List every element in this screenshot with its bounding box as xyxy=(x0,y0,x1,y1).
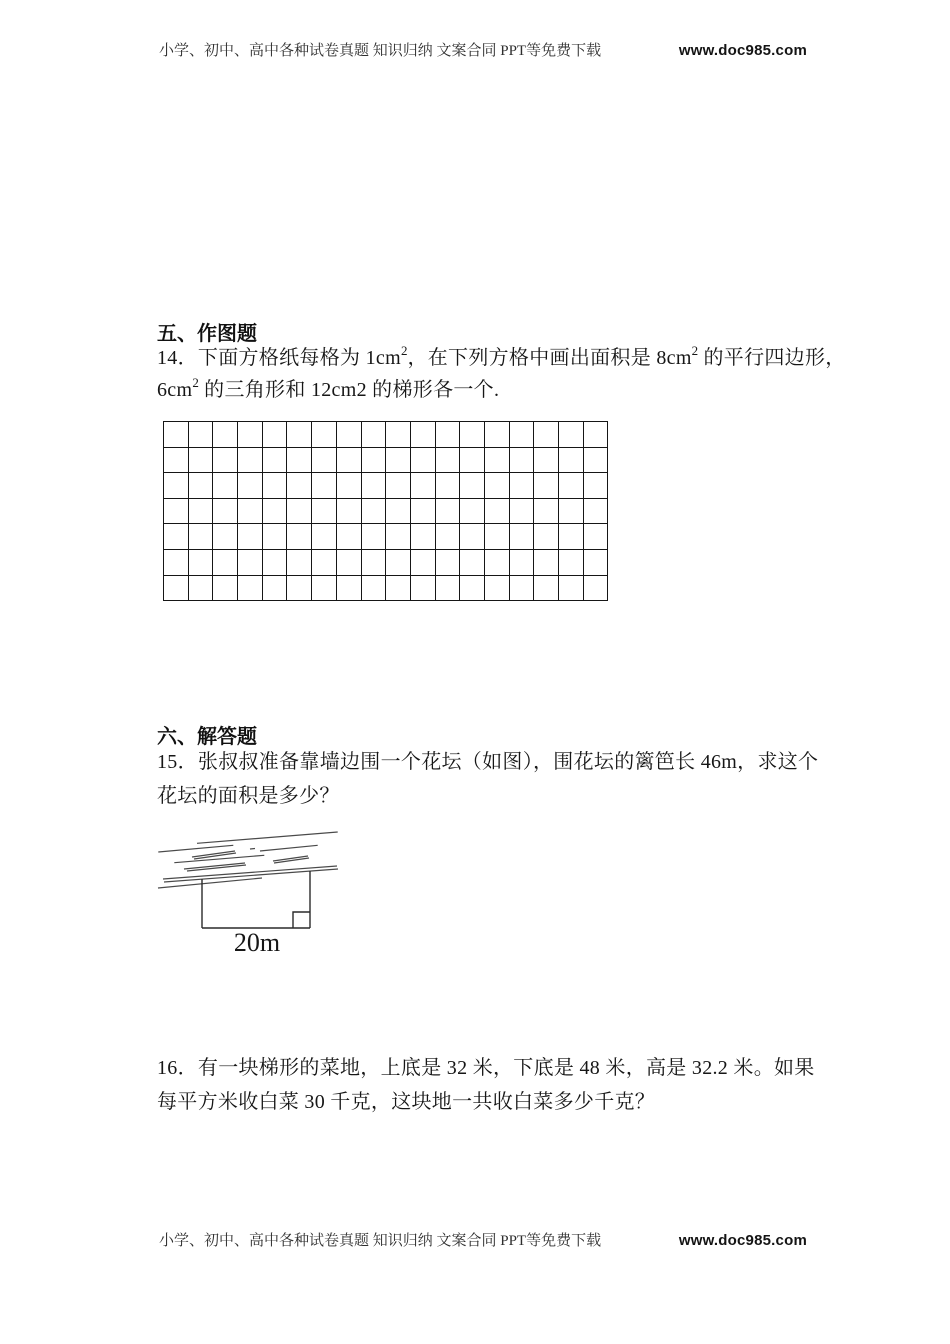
grid-cell xyxy=(238,422,263,448)
grid-cell xyxy=(435,422,460,448)
grid-cell xyxy=(435,498,460,524)
problem14-text-a: 14．下面方格纸每格为 1cm xyxy=(157,347,401,369)
grid-cell xyxy=(583,524,608,550)
grid-cell xyxy=(164,549,189,575)
grid-cell xyxy=(361,473,386,499)
grid-cell xyxy=(336,498,361,524)
footer-site-text: www.doc985.com xyxy=(678,1232,807,1249)
section6-heading: 六、解答题 xyxy=(157,726,257,748)
grid-cell xyxy=(435,549,460,575)
grid-cell xyxy=(534,473,559,499)
grid-cell xyxy=(534,447,559,473)
grid-cell xyxy=(164,447,189,473)
grid-cell xyxy=(312,524,337,550)
grid-cell xyxy=(213,549,238,575)
grid-cell xyxy=(287,549,312,575)
grid-cell xyxy=(262,498,287,524)
page-header xyxy=(159,42,807,60)
grid-cell xyxy=(583,549,608,575)
footer-text: 小学、初中、高中各种试卷真题 知识归纳 文案合同 PPT等免费下载 xyxy=(159,1233,602,1249)
grid-cell xyxy=(287,473,312,499)
grid-cell xyxy=(336,447,361,473)
grid-cell xyxy=(534,575,559,601)
grid-cell xyxy=(410,498,435,524)
grid-cell xyxy=(583,498,608,524)
problem15-line2: 花坛的面积是多少？ xyxy=(157,785,340,807)
grid-cell xyxy=(188,422,213,448)
grid-cell xyxy=(287,498,312,524)
grid-cell xyxy=(238,575,263,601)
grid-cell xyxy=(484,524,509,550)
grid-cell xyxy=(312,549,337,575)
grid-cell xyxy=(188,524,213,550)
grid-cell xyxy=(410,422,435,448)
grid-cell xyxy=(262,575,287,601)
grid-cell xyxy=(509,524,534,550)
grid-cell xyxy=(410,575,435,601)
grid-cell xyxy=(583,473,608,499)
grid-cell xyxy=(238,473,263,499)
problem15-figure xyxy=(145,825,355,965)
grid-cell xyxy=(287,524,312,550)
grid-cell xyxy=(312,422,337,448)
grid-cell xyxy=(559,575,584,601)
superscript-2: 2 xyxy=(192,375,199,391)
grid-cell xyxy=(484,422,509,448)
grid-cell xyxy=(559,524,584,550)
superscript-2: 2 xyxy=(691,343,699,359)
problem14-line2 xyxy=(157,375,500,402)
problem14-text-d: 6cm xyxy=(157,379,193,401)
grid-cell xyxy=(559,498,584,524)
section5-heading: 五、作图题 xyxy=(157,323,257,345)
grid-cell xyxy=(336,549,361,575)
grid-cell xyxy=(534,498,559,524)
grid-cell xyxy=(435,524,460,550)
superscript-2: 2 xyxy=(400,343,408,359)
grid-cell xyxy=(583,575,608,601)
grid-cell xyxy=(484,447,509,473)
grid-cell xyxy=(484,498,509,524)
grid-cell xyxy=(262,549,287,575)
problem14-text-c: 的平行四边形， xyxy=(698,347,846,369)
grid-cell xyxy=(188,473,213,499)
problem14-text-e: 的三角形和 12cm2 的梯形各一个. xyxy=(198,379,500,401)
grid-cell xyxy=(509,422,534,448)
grid-cell xyxy=(460,473,485,499)
grid-cell xyxy=(484,575,509,601)
grid-cell xyxy=(188,549,213,575)
grid-cell xyxy=(312,575,337,601)
grid-cell xyxy=(336,473,361,499)
grid-cell xyxy=(213,473,238,499)
grid-cell xyxy=(509,575,534,601)
grid-cell xyxy=(484,549,509,575)
grid-cell xyxy=(361,447,386,473)
grid-cell xyxy=(287,575,312,601)
grid-cell xyxy=(188,447,213,473)
grid-cell xyxy=(559,473,584,499)
grid-cell xyxy=(336,575,361,601)
grid-cell xyxy=(287,447,312,473)
grid-cell xyxy=(559,422,584,448)
grid-cell xyxy=(336,422,361,448)
problem14-text-b: ，在下列方格中画出面积是 8cm xyxy=(407,347,692,369)
grid-cell xyxy=(386,447,411,473)
grid-cell xyxy=(386,575,411,601)
grid-cell xyxy=(213,524,238,550)
grid-cell xyxy=(312,473,337,499)
grid-cell xyxy=(460,422,485,448)
grid-cell xyxy=(559,447,584,473)
grid-cell xyxy=(287,422,312,448)
grid-cell xyxy=(361,549,386,575)
grid-cell xyxy=(435,447,460,473)
right-angle-mark xyxy=(293,912,310,928)
grid-cell xyxy=(460,575,485,601)
page-footer xyxy=(159,1232,807,1250)
grid-cell xyxy=(164,575,189,601)
figure-dimension-label: 20m xyxy=(233,928,281,957)
grid-cell xyxy=(164,473,189,499)
grid-cell xyxy=(361,575,386,601)
wall-hatching xyxy=(158,832,338,888)
grid-cell xyxy=(534,422,559,448)
grid-cell xyxy=(484,473,509,499)
grid-cell xyxy=(509,498,534,524)
grid-cell xyxy=(509,549,534,575)
grid-cell xyxy=(583,447,608,473)
grid-cell xyxy=(213,422,238,448)
grid-cell xyxy=(386,422,411,448)
grid-cell xyxy=(410,524,435,550)
grid-cell xyxy=(410,549,435,575)
grid-cell xyxy=(336,524,361,550)
grid-cell xyxy=(262,473,287,499)
grid-cell xyxy=(386,473,411,499)
grid-cell xyxy=(238,447,263,473)
grid-cell xyxy=(213,575,238,601)
grid-cell xyxy=(361,498,386,524)
grid-cell xyxy=(164,422,189,448)
grid-cell xyxy=(238,549,263,575)
grid-cell xyxy=(583,422,608,448)
grid-cell xyxy=(410,473,435,499)
grid-cell xyxy=(188,575,213,601)
grid-cell xyxy=(238,498,263,524)
grid-cell xyxy=(460,498,485,524)
grid-cell xyxy=(509,473,534,499)
grid-cell xyxy=(534,549,559,575)
header-text: 小学、初中、高中各种试卷真题 知识归纳 文案合同 PPT等免费下载 xyxy=(159,43,602,59)
answer-grid xyxy=(163,421,608,601)
grid-cell xyxy=(386,549,411,575)
grid-cell xyxy=(559,549,584,575)
grid-cell xyxy=(435,575,460,601)
grid-cell xyxy=(213,447,238,473)
problem14-line1 xyxy=(157,343,846,370)
grid-cell xyxy=(262,422,287,448)
flowerbed-shape xyxy=(202,871,310,928)
header-site-text: www.doc985.com xyxy=(678,42,807,59)
grid-cell xyxy=(509,447,534,473)
problem16-line1: 16．有一块梯形的菜地，上底是 32 米，下底是 48 米，高是 32.2 米。如果 xyxy=(157,1057,815,1079)
problem16-line2: 每平方米收白菜 30 千克，这块地一共收白菜多少千克？ xyxy=(157,1091,656,1113)
grid-cell xyxy=(460,549,485,575)
grid-cell xyxy=(361,524,386,550)
grid-cell xyxy=(410,447,435,473)
problem15-line1: 15．张叔叔准备靠墙边围一个花坛（如图），围花坛的篱笆长 46m，求这个 xyxy=(157,751,819,773)
grid-cell xyxy=(262,524,287,550)
grid-cell xyxy=(361,422,386,448)
grid-cell xyxy=(534,524,559,550)
grid-cell xyxy=(312,447,337,473)
grid-cell xyxy=(188,498,213,524)
grid-cell xyxy=(164,498,189,524)
grid-cell xyxy=(460,524,485,550)
grid-cell xyxy=(238,524,263,550)
grid-cell xyxy=(213,498,238,524)
grid-cell xyxy=(386,524,411,550)
grid-cell xyxy=(164,524,189,550)
grid-cell xyxy=(435,473,460,499)
grid-cell xyxy=(312,498,337,524)
grid-cell xyxy=(386,498,411,524)
grid-cell xyxy=(460,447,485,473)
grid-cell xyxy=(262,447,287,473)
